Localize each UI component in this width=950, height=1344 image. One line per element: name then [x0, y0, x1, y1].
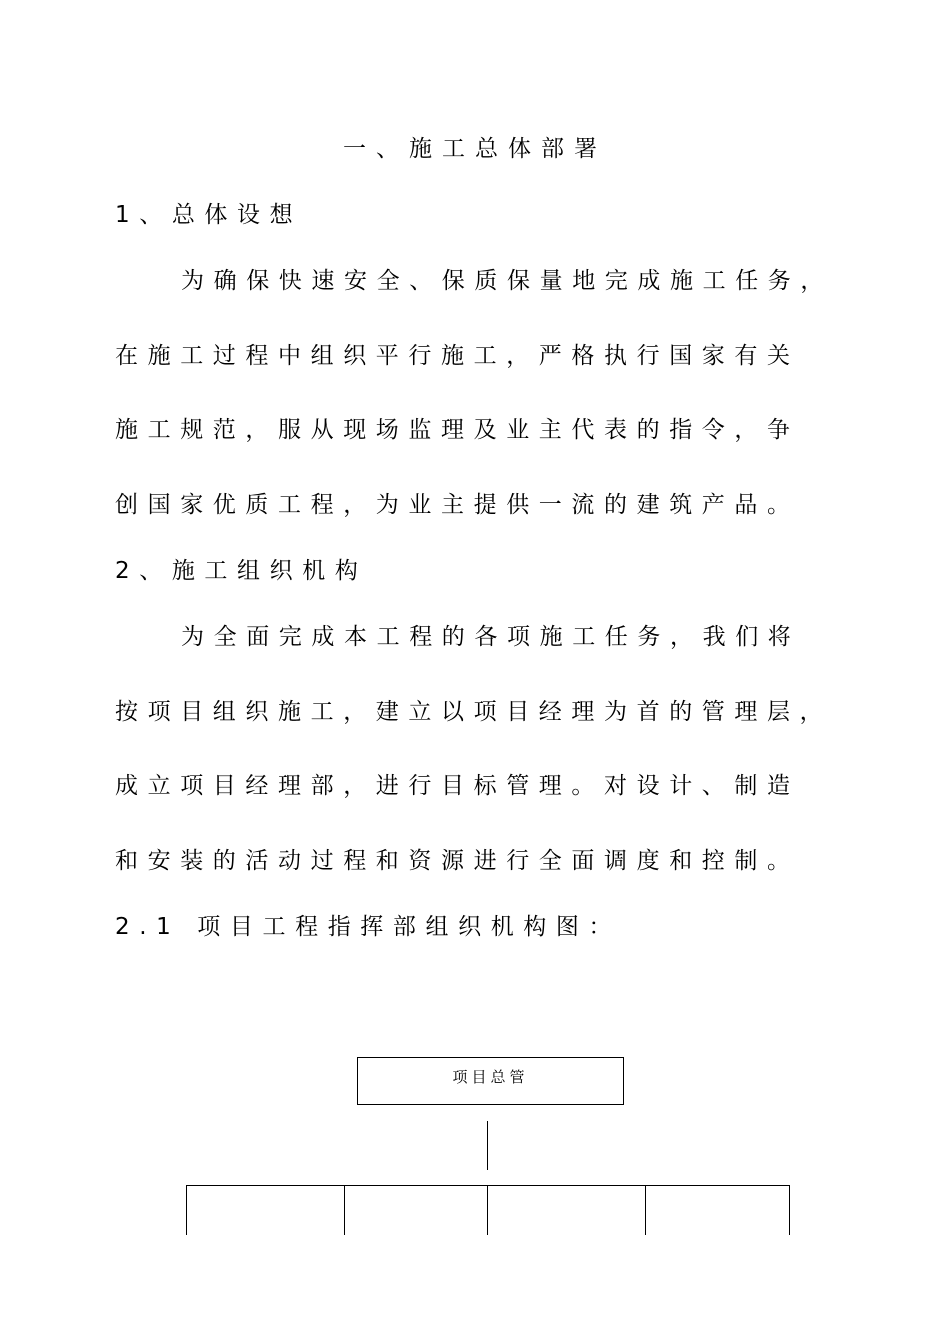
- org-chart-root-box: [357, 1057, 624, 1105]
- org-chart-branch-4: [645, 1185, 646, 1235]
- section-1-paragraph-line-1: 为确保快速安全、保质保量地完成施工任务，: [181, 268, 833, 294]
- section-2-paragraph-line-1: 为全面完成本工程的各项施工任务，我们将: [181, 624, 801, 650]
- section-1-paragraph-line-2: 在施工过程中组织平行施工，严格执行国家有关: [115, 343, 800, 369]
- section-2-1-heading: 2.1 项目工程指挥部组织机构图：: [115, 914, 622, 940]
- section-1-paragraph-line-3: 施工规范，服从现场监理及业主代表的指令，争: [115, 417, 800, 443]
- section-1-paragraph-line-4: 创国家优质工程，为业主提供一流的建筑产品。: [115, 492, 800, 518]
- org-chart-horizontal-bus: [186, 1185, 790, 1186]
- section-1-heading: 1、总体设想: [115, 202, 303, 228]
- page-title: 一、施工总体部署: [343, 136, 607, 162]
- section-2-paragraph-line-2: 按项目组织施工，建立以项目经理为首的管理层，: [115, 699, 833, 725]
- org-chart-branch-2: [344, 1185, 345, 1235]
- section-2-paragraph-line-3: 成立项目经理部，进行目标管理。对设计、制造: [115, 773, 800, 799]
- section-2-heading: 2、施工组织机构: [115, 558, 368, 584]
- org-chart-branch-5: [789, 1185, 790, 1235]
- org-chart-branch-3: [487, 1185, 488, 1235]
- section-2-paragraph-line-4: 和安装的活动过程和资源进行全面调度和控制。: [115, 848, 800, 874]
- org-chart-branch-1: [186, 1185, 187, 1235]
- org-chart-root-connector: [487, 1121, 488, 1170]
- org-chart-root-label: 项目总管: [452, 1068, 529, 1086]
